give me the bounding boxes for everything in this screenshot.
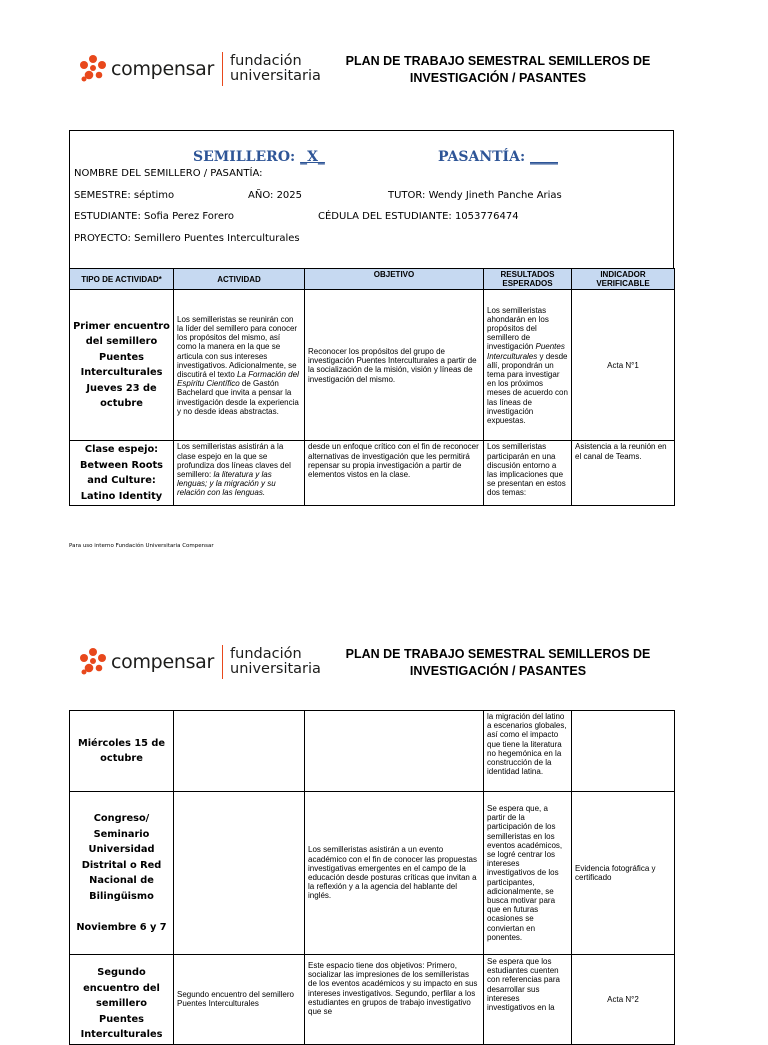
row4-objetivo: Los semilleristas asistirán a un evento académico con el fin de conocer las propuestas investigativas emergentes en el campo de la educación desde posturas críticas que invitan a la reflexión y a la agencia del hablante del inglés. bbox=[305, 792, 484, 955]
row1-actividad-text: Los semilleristas se reunirán con la líder del semillero para conocer los propósitos del mismo, así como la manera en la que se articula con sus intereses investigativos. Adicionalmente, se discutirá el texto bbox=[177, 314, 298, 379]
table-row bbox=[70, 290, 675, 441]
row1-actividad-text-end: de Gastón Bachelard que invita a pensar la investigación desde la experiencia y no desde ideas abstractas. bbox=[177, 379, 299, 416]
table-row bbox=[70, 792, 675, 955]
activities-table-1 bbox=[69, 268, 675, 506]
document-title: PLAN DE TRABAJO SEMESTRAL SEMILLEROS DE INVESTIGACIÓN / PASANTES bbox=[345, 647, 651, 678]
tutor-line: TUTOR: Wendy Jineth Panche Arias bbox=[388, 190, 562, 201]
row4-resultados: Se espera que, a partir de la participación de los semilleristas en los eventos académicos, se logré centrar los intereses investigativos de los participantes, adicionalmente, se busca motivar para que en futuras ocasiones se conviertan en ponentes. bbox=[484, 792, 572, 955]
foundation-line-1: fundación bbox=[230, 646, 302, 662]
compensar-logo-icon bbox=[78, 54, 108, 84]
compensar-logo-icon bbox=[78, 647, 108, 677]
row5-objetivo: Este espacio tiene dos objetivos: Primero, socializar las impresiones de los semilleristas de los eventos académicos y su impacto en sus intereses investigativos. Segundo, perfilar a los estudiantes en grupos de trabajo investigativo que se bbox=[305, 955, 484, 1045]
row1-resultados-name: Puentes Interculturales bbox=[487, 342, 565, 361]
row2-objetivo: desde un enfoque crítico con el fin de reconocer alternativas de investigación que les permitirá repensar su propia investigación a partir de elementos vistos en la clase. bbox=[305, 441, 484, 506]
semillero-mark: _X_ bbox=[300, 149, 325, 165]
table-row bbox=[70, 711, 675, 792]
row1-objetivo: Reconocer los propósitos del grupo de investigación Puentes Interculturales a partir de la socialización de la misión, visión y líneas de investigación del mismo. bbox=[305, 290, 484, 441]
foundation-line-1: fundación bbox=[230, 53, 302, 69]
row2-actividad bbox=[174, 441, 305, 506]
row3-objetivo bbox=[305, 711, 484, 792]
row5-actividad: Segundo encuentro del semillero Puentes Interculturales bbox=[174, 955, 305, 1045]
header-actividad: ACTIVIDAD bbox=[174, 269, 305, 290]
row4-tipo bbox=[70, 792, 174, 955]
semestre-line: SEMESTRE: séptimo bbox=[74, 190, 175, 201]
pasantia-label: PASANTÍA: bbox=[438, 149, 526, 165]
row4-tipo-date: Noviembre 6 y 7 bbox=[76, 921, 167, 933]
row1-resultados bbox=[484, 290, 572, 441]
header-resultados: RESULTADOS ESPERADOS bbox=[484, 269, 572, 290]
footer-note: Para uso interno Fundación Universitaria Compensar bbox=[69, 543, 214, 549]
header-tipo: TIPO DE ACTIVIDAD* bbox=[70, 269, 174, 290]
row4-actividad bbox=[174, 792, 305, 955]
row3-actividad bbox=[174, 711, 305, 792]
cedula-line: CÉDULA DEL ESTUDIANTE: 1053776474 bbox=[318, 211, 519, 222]
pasantia-mark: ____ bbox=[530, 149, 559, 165]
row1-resultados-text-end: y desde allí, propondrán un tema para investigar en los próximos meses de acuerdo con las líneas de investigación expuestas. bbox=[487, 351, 568, 426]
brand-name: compensar bbox=[111, 651, 215, 673]
row3-tipo: Miércoles 15 de octubre bbox=[70, 711, 174, 792]
row2-indicador: Asistencia a la reunión en el canal de Teams. bbox=[572, 441, 675, 506]
row1-actividad-book: La Formación del Espíritu Científico bbox=[177, 370, 299, 389]
foundation-line-2: universitaria bbox=[230, 661, 321, 677]
row5-indicador: Acta N°2 bbox=[572, 955, 675, 1045]
compensar-logo bbox=[78, 645, 321, 679]
row3-indicador bbox=[572, 711, 675, 792]
brand-name: compensar bbox=[111, 58, 215, 80]
row5-resultados: Se espera que los estudiantes cuenten con referencias para desarrollar sus intereses investigativos en la bbox=[484, 955, 572, 1045]
row5-tipo: Segundo encuentro del semillero Puentes Interculturales bbox=[70, 955, 174, 1045]
row2-actividad-text: Los semilleristas asistirán a la clase espejo en la que se profundiza dos líneas claves del semillero: bbox=[177, 442, 291, 480]
header-indicador: INDICADOR VERIFICABLE bbox=[572, 269, 675, 290]
table-row bbox=[70, 955, 675, 1045]
header-objetivo: OBJETIVO bbox=[305, 269, 484, 290]
row2-actividad-lines: la literatura y las lenguas; y la migración y su relación con las lenguas. bbox=[177, 470, 276, 498]
row2-resultados: Los semilleristas participarán en una discusión entorno a las implicaciones que se presentan en estos dos temas: bbox=[484, 441, 572, 506]
row2-tipo: Clase espejo: Between Roots and Culture: Latino Identity bbox=[70, 441, 174, 506]
semillero-field bbox=[193, 149, 325, 165]
row1-actividad bbox=[174, 290, 305, 441]
anio-line: AÑO: 2025 bbox=[248, 190, 303, 201]
semillero-label: SEMILLERO: bbox=[193, 149, 296, 165]
proyecto-line: PROYECTO: Semillero Puentes Interculturales bbox=[74, 233, 300, 244]
nombre-line: NOMBRE DEL SEMILLERO / PASANTÍA: bbox=[74, 168, 263, 179]
table-row bbox=[70, 441, 675, 506]
pasantia-field bbox=[438, 149, 558, 165]
row3-resultados: la migración del latino a escenarios globales, así como el impacto que tiene la literatura no hegemónica en la construcción de la identidad latina. bbox=[484, 711, 572, 792]
row1-tipo: Primer encuentro del semillero Puentes Interculturales Jueves 23 de octubre bbox=[70, 290, 174, 441]
logo-divider bbox=[222, 52, 223, 86]
document-title: PLAN DE TRABAJO SEMESTRAL SEMILLEROS DE INVESTIGACIÓN / PASANTES bbox=[345, 54, 651, 85]
activities-table-2 bbox=[69, 710, 675, 1045]
row1-resultados-text: Los semilleristas ahondarán en los propósitos del semillero de investigación bbox=[487, 305, 549, 352]
table-header-row bbox=[70, 269, 675, 290]
foundation-line-2: universitaria bbox=[230, 68, 321, 84]
row4-indicador: Evidencia fotográfica y certificado bbox=[572, 792, 675, 955]
compensar-logo bbox=[78, 52, 321, 86]
estudiante-line: ESTUDIANTE: Sofia Perez Forero bbox=[74, 211, 234, 222]
row1-indicador: Acta N°1 bbox=[572, 290, 675, 441]
logo-divider bbox=[222, 645, 223, 679]
row4-tipo-event: Congreso/ Seminario Universidad Distrital o Red Nacional de Bilingüismo bbox=[81, 813, 162, 902]
